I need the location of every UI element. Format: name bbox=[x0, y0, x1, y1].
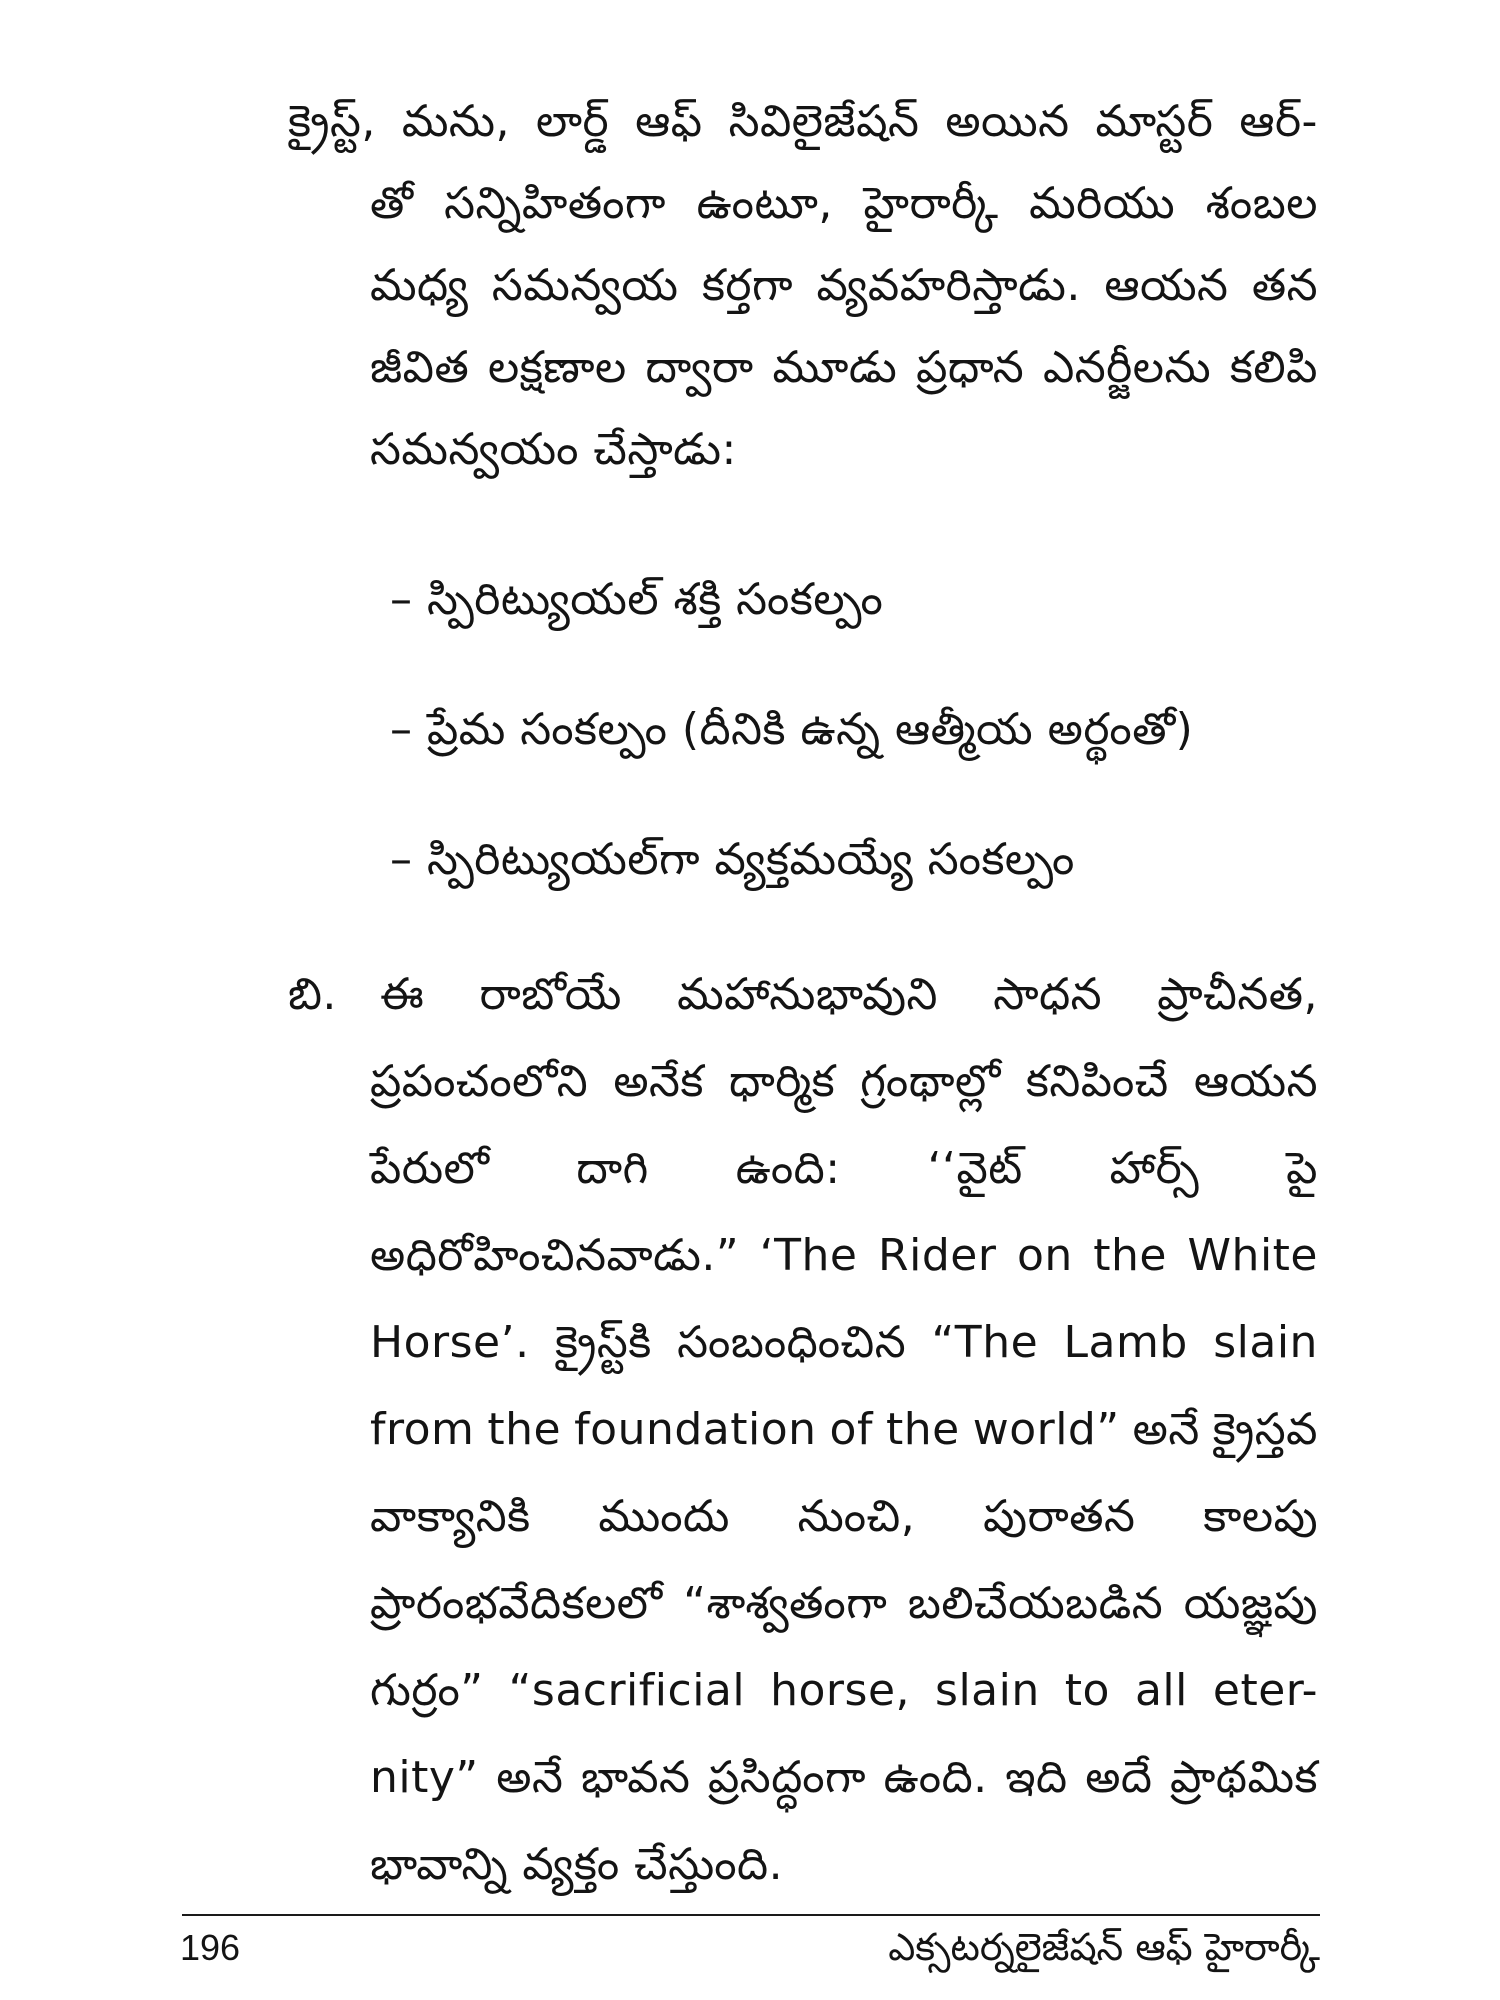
paragraph-b-line bbox=[370, 1487, 1318, 1547]
word: all bbox=[1134, 1665, 1188, 1716]
footer-rule bbox=[182, 1914, 1320, 1916]
paragraph-a-line: సమన్వయం చేస్తాడు: bbox=[370, 424, 737, 475]
bullet-item: – ప్రేమ సంకల్పం (దీనికి ఉన్న ఆత్మీయ అర్థంతో) bbox=[390, 704, 1194, 755]
word: ‘The bbox=[759, 1230, 858, 1281]
word: జీవిత bbox=[370, 342, 470, 393]
word: ఉంది. bbox=[883, 1752, 988, 1803]
word: కర్తగా bbox=[701, 260, 794, 311]
word: ప్రాచీనత, bbox=[1157, 969, 1318, 1020]
word: ద్వారా bbox=[645, 342, 754, 393]
word: “The bbox=[931, 1317, 1039, 1368]
word: ఆఫ్ bbox=[635, 96, 703, 147]
word: తన bbox=[1251, 260, 1318, 311]
word: to bbox=[1064, 1665, 1110, 1716]
word: ఉంది: bbox=[735, 1143, 841, 1194]
paragraph-a-line bbox=[370, 256, 1318, 316]
word: ‘‘వైట్ bbox=[927, 1143, 1023, 1194]
word: eter- bbox=[1212, 1665, 1318, 1716]
paragraph-b-line bbox=[370, 1313, 1318, 1373]
word: క్రైస్ట్‌కి bbox=[554, 1317, 652, 1368]
word: అనేక bbox=[613, 1056, 704, 1107]
word: కనిపించే bbox=[1025, 1056, 1169, 1107]
word: వ్యవహరిస్తాడు. bbox=[816, 260, 1081, 311]
word: మహానుభావుని bbox=[677, 969, 938, 1020]
word: వాక్యానికి bbox=[370, 1491, 531, 1542]
word: ఆర్- bbox=[1239, 96, 1318, 147]
paragraph-a-line bbox=[288, 92, 1318, 152]
paragraph-b-line bbox=[370, 1400, 1318, 1460]
word: సమన్వయ bbox=[491, 260, 679, 311]
word: లార్డ్ bbox=[535, 96, 610, 147]
word: the bbox=[885, 1404, 960, 1455]
paragraph-b-line: భావాన్ని వ్యక్తం చేస్తుంది. bbox=[370, 1839, 784, 1890]
paragraph-b-line bbox=[370, 1574, 1318, 1634]
word: అదే bbox=[1085, 1752, 1153, 1803]
word: సంబంధించిన bbox=[677, 1317, 907, 1368]
paragraph-b-first-line bbox=[380, 965, 1318, 1025]
word: శంబల bbox=[1205, 178, 1318, 229]
word: లక్షణాల bbox=[488, 342, 627, 393]
paragraph-a-line bbox=[370, 338, 1318, 398]
word: తో bbox=[370, 178, 414, 229]
word: ప్రధాన bbox=[916, 342, 1025, 393]
word: ఉంటూ, bbox=[696, 178, 833, 229]
word: of bbox=[829, 1404, 873, 1455]
running-footer-title: ఎక్సటర్నలైజేషన్ ఆఫ్ హైరార్కీ bbox=[888, 1925, 1320, 1969]
paragraph-b-line bbox=[370, 1226, 1318, 1286]
word: బలిచేయబడిన bbox=[907, 1578, 1164, 1629]
word: the bbox=[1093, 1230, 1168, 1281]
word: the bbox=[487, 1404, 562, 1455]
word: ధార్మిక bbox=[729, 1056, 836, 1107]
word: అధిరోహించినవాడు.” bbox=[370, 1230, 740, 1281]
word: హార్స్ bbox=[1109, 1143, 1200, 1194]
paragraph-b-line bbox=[370, 1661, 1318, 1721]
word: ప్రాథమిక bbox=[1170, 1752, 1318, 1803]
word: ప్రారంభవేదికలలో bbox=[370, 1578, 663, 1629]
word: ప్రసిద్ధంగా bbox=[708, 1752, 867, 1803]
word: మధ్య bbox=[370, 260, 469, 311]
word: ఎనర్జీలను bbox=[1042, 342, 1212, 393]
paragraph-b-line bbox=[370, 1748, 1318, 1808]
word: క్రైస్తవ bbox=[1212, 1404, 1318, 1455]
word: White bbox=[1187, 1230, 1318, 1281]
word: slain bbox=[935, 1665, 1040, 1716]
word: from bbox=[370, 1404, 475, 1455]
word: Horse’. bbox=[370, 1317, 530, 1368]
word: ప్రపంచంలోని bbox=[370, 1056, 589, 1107]
word: పై bbox=[1286, 1143, 1318, 1194]
paragraph-a-line bbox=[370, 174, 1318, 234]
word: సాధన bbox=[993, 969, 1103, 1020]
word: క్రైస్ట్, bbox=[288, 96, 376, 147]
bullet-item: – స్పిరిట్యుయల్ శక్తి సంకల్పం bbox=[390, 574, 884, 625]
word: ఆయన bbox=[1193, 1056, 1318, 1107]
word: మను, bbox=[401, 96, 510, 147]
word: ముందు bbox=[598, 1491, 730, 1542]
word: మూడు bbox=[772, 342, 898, 393]
word: ఈ bbox=[380, 969, 425, 1020]
word: Rider bbox=[878, 1230, 997, 1281]
word: గుర్రం” bbox=[370, 1665, 484, 1716]
paragraph-b-line bbox=[370, 1052, 1318, 1112]
paragraph-b-marker: బి. bbox=[288, 969, 337, 1020]
bullet-item: – స్పిరిట్యుయల్‌గా వ్యక్తమయ్యే సంకల్పం bbox=[390, 834, 1075, 885]
word: foundation bbox=[574, 1404, 817, 1455]
word: యజ్ఞపు bbox=[1183, 1578, 1318, 1629]
word: కలిపి bbox=[1229, 342, 1318, 393]
word: హైరార్కీ bbox=[863, 178, 999, 229]
word: ఇది bbox=[1005, 1752, 1068, 1803]
word: పేరులో bbox=[370, 1143, 490, 1194]
word: దాగి bbox=[576, 1143, 649, 1194]
paragraph-b-line bbox=[370, 1139, 1318, 1199]
word: అయిన bbox=[945, 96, 1070, 147]
word: అనే bbox=[496, 1752, 564, 1803]
word: మాస్టర్ bbox=[1095, 96, 1214, 147]
word: nity” bbox=[370, 1752, 479, 1803]
word: సివిలైజేషన్ bbox=[728, 96, 920, 147]
word: గ్రంథాల్లో bbox=[860, 1056, 1001, 1107]
word: Lamb bbox=[1063, 1317, 1188, 1368]
word: ఆయన bbox=[1104, 260, 1229, 311]
word: world” bbox=[972, 1404, 1120, 1455]
word: slain bbox=[1213, 1317, 1318, 1368]
word: అనే bbox=[1132, 1404, 1200, 1455]
word: కాలపు bbox=[1203, 1491, 1318, 1542]
word: రాబోయే bbox=[479, 969, 622, 1020]
word: భావన bbox=[580, 1752, 691, 1803]
word: పురాతన bbox=[983, 1491, 1136, 1542]
word: horse, bbox=[770, 1665, 911, 1716]
word: నుంచి, bbox=[797, 1491, 916, 1542]
word: on bbox=[1016, 1230, 1073, 1281]
word: “sacrificial bbox=[508, 1665, 746, 1716]
page-number: 196 bbox=[180, 1927, 241, 1968]
word: సన్నిహితంగా bbox=[444, 178, 666, 229]
word: “శాశ్వతంగా bbox=[683, 1578, 888, 1629]
word: మరియు bbox=[1029, 178, 1176, 229]
